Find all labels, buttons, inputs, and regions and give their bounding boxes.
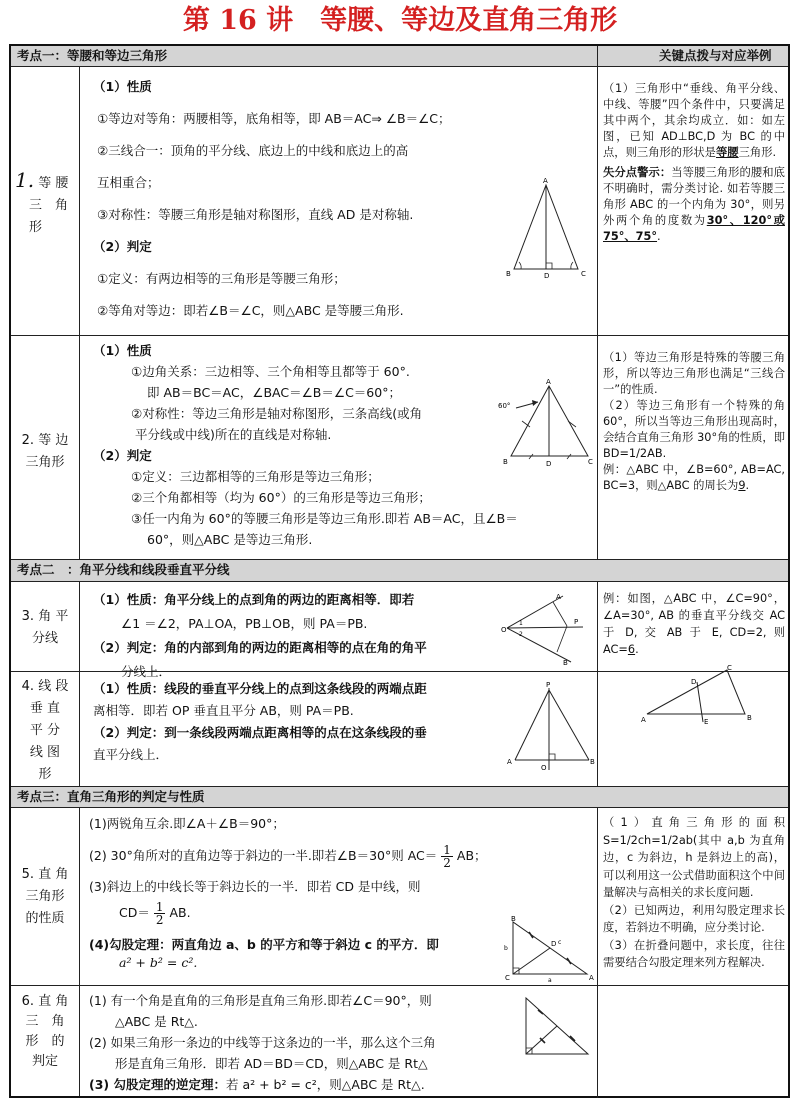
frac-num: 1	[443, 843, 451, 857]
isosceles-figure	[506, 173, 591, 283]
title-part: 三 角	[25, 1014, 65, 1029]
label-a: A	[589, 974, 594, 982]
line: 离相等．即若 OP 垂直且平分 AB，则 PA＝PB.	[93, 703, 354, 718]
line: ③任一内角为 60°的等腰三角形是等边三角形.即若 AB＝AC，且∠B＝	[131, 511, 518, 526]
label-b: B	[747, 714, 752, 722]
label-b: B	[511, 915, 516, 923]
label-c: C	[581, 270, 586, 278]
section-equilateral	[11, 336, 788, 560]
title-part: 线 图	[29, 745, 61, 760]
line: (1)两锐角互余.即∠A＋∠B＝90°；	[89, 816, 285, 831]
line: 互相重合；	[97, 175, 160, 190]
label-b: B	[503, 458, 508, 466]
line: （2）判定	[93, 239, 152, 254]
tip-answer: 6	[627, 643, 636, 656]
label-d: D	[544, 272, 550, 280]
perp-bisector-figure	[503, 680, 598, 780]
line: ③对称性：等腰三角形是轴对称图形，直线 AD 是对称轴.	[97, 207, 414, 222]
label-a: A	[546, 378, 551, 386]
line: ①边角关系：三边相等、三个角相等且都等于 60°.	[131, 364, 410, 379]
label-o: O	[541, 764, 547, 772]
label-sixty: 60°	[498, 402, 511, 410]
line: (2) 如果三角形一条边的中线等于这条边的一半，那么这个三角	[89, 1035, 436, 1050]
equilateral-figure	[496, 378, 596, 468]
title-part: 三 角	[29, 198, 69, 213]
title-part: 6. 直 角	[21, 994, 69, 1009]
header-row-k3	[11, 787, 788, 808]
label-a: A	[641, 716, 646, 724]
title-part: 等 腰	[38, 176, 69, 191]
label-b: B	[590, 758, 595, 766]
line: ①定义：有两边相等的三角形是等腰三角形；	[97, 271, 346, 286]
line: 60°，则△ABC 是等边三角形.	[147, 532, 313, 547]
title-part: 形	[29, 220, 43, 235]
frac-den: 2	[155, 913, 164, 927]
label-e: E	[704, 718, 709, 726]
page-title: 第 16 讲 等腰、等边及直角三角形	[182, 5, 618, 36]
label-p: P	[546, 681, 551, 689]
line: a² + b² = c².	[119, 955, 198, 970]
tip-text: （1）三角形中“垂线、角平分线、中线、等腰”四个条件中，只要满足其中两个，其余均成立．如：如左图，已知 AD⊥BC,D 为 BC 的中点，则三角形的形状是	[603, 82, 785, 159]
line: （2）判定：角的内部到角的两边的距离相等的点在角的角平	[93, 640, 427, 655]
label-b-side: b	[504, 945, 508, 952]
line: (2) 30°角所对的直角边等于斜边的一半.即若∠B＝30°则 AC＝	[89, 848, 438, 863]
title-part: 判定	[31, 1054, 58, 1069]
line: ∠1 ＝∠2，PA⊥OA，PB⊥OB，则 PA＝PB.	[121, 616, 368, 631]
header-k2: 考点二 ：角平分线和线段垂直平分线	[17, 562, 230, 577]
line: ①定义：三边都相等的三角形是等边三角形；	[131, 469, 380, 484]
title-part: 3. 角 平	[21, 609, 69, 624]
title-part: 三角形	[25, 889, 65, 904]
line: 直平分线上．	[93, 747, 169, 762]
tip-text: （1）等边三角形是特殊的等腰三角形，所以等边三角形也满足“三线合一”的性质.	[603, 351, 785, 396]
header-row-k1	[11, 46, 788, 67]
line: (1) 有一个角是直角的三角形是直角三角形.即若∠C＝90°，则	[89, 993, 432, 1008]
title-part: 2. 等 边	[21, 433, 69, 448]
tip-text: .	[657, 230, 661, 243]
label-o: O	[501, 626, 507, 634]
tip-text: （3）在折叠问题中，求长度，往往需要结合勾股定理来列方程解决.	[603, 938, 785, 969]
title-part: 垂 直	[29, 701, 61, 716]
tip-text: （2）已知两边，利用勾股定理求长度，若斜边不明确，应分类讨论.	[603, 903, 785, 934]
line: （2）判定	[93, 448, 152, 463]
label-c: C	[727, 664, 732, 672]
label-a-side: a	[548, 977, 552, 984]
title-part: 4. 线 段	[21, 679, 69, 694]
title-part: 分线	[31, 631, 58, 646]
tip-text: （2）等边三角形有一个特殊的角 60°，所以当等边三角形出现高时，会结合直角三角形 30°角的性质，即 BD=1/2AB.	[603, 399, 785, 460]
frac-num: 1	[155, 900, 164, 914]
label-d: D	[546, 460, 552, 468]
label-b: B	[563, 659, 568, 667]
line: （1）性质：线段的垂直平分线上的点到这条线段的两端点距	[93, 681, 427, 696]
label-c: C	[505, 974, 510, 982]
example-figure	[641, 662, 771, 732]
label-d: D	[691, 678, 697, 686]
line: （1）性质	[93, 343, 152, 358]
header-k3: 考点三：直角三角形的判定与性质	[17, 789, 205, 804]
label-c-side: c	[558, 939, 562, 946]
label-a: A	[556, 593, 561, 601]
header-row-k2	[11, 560, 788, 582]
label-two: 2	[519, 631, 523, 638]
line: △ABC 是 Rt△.	[115, 1014, 198, 1029]
line: AB.	[169, 905, 191, 920]
line: AB；	[456, 848, 487, 863]
line: 两直角边 a、b 的平方和等于斜边 c 的平方．即	[171, 937, 439, 952]
tip-warning: 失分点警示：	[603, 166, 672, 179]
line: (3)斜边上的中线长等于斜边长的一半．即若 CD 是中线，则	[89, 879, 421, 894]
section-right-triangle-criteria	[11, 986, 788, 1096]
line: （1）性质：角平分线上的点到角的两边的距离相等．即若	[93, 592, 415, 607]
header-k1: 考点一：等腰和等边三角形	[17, 48, 168, 63]
line: 若 a² + b² = c²，则△ABC 是 Rt△.	[225, 1077, 425, 1092]
label-a: A	[543, 177, 548, 185]
line: ②三线合一：顶角的平分线、底边上的中线和底边上的高	[97, 143, 409, 158]
line: CD＝	[119, 905, 150, 920]
line: 即 AB＝BC＝AC，∠BAC＝∠B＝∠C＝60°；	[147, 385, 401, 400]
title-part: 形 的	[25, 1034, 65, 1049]
line: ①等边对等角：两腰相等，底角相等，即 AB＝AC⇒ ∠B＝∠C；	[97, 111, 451, 126]
title-num: 1.	[15, 168, 35, 192]
title-part: 三角形	[25, 455, 65, 470]
frac-den: 2	[443, 856, 451, 870]
label-d: D	[551, 940, 557, 948]
tip-answer: 30°、120°或 75°、75°	[603, 214, 785, 243]
line: ②对称性：等边三角形是轴对称图形，三条高线(或角	[131, 406, 423, 421]
angle-bisector-figure	[501, 590, 596, 668]
line: (4)勾股定理：	[89, 937, 172, 952]
tip-text: 例：△ABC 中，∠B=60°, AB=AC, BC=3，则△ABC 的周长为	[603, 463, 785, 492]
right-triangle-figure-2	[516, 992, 596, 1062]
tip-text: 当等腰三角形的腰和底不明确时，需分类讨论. 如若等腰三角形 ABC 的一个内角为 30°，则另外两个角的度数为	[603, 166, 785, 227]
line: （2）判定：到一条线段两端点距离相等的点在这条线段的垂	[93, 725, 427, 740]
tip-answer: 等腰	[715, 146, 739, 159]
line: 形是直角三角形．即若 AD＝BD＝CD，则△ABC 是 Rt△	[115, 1056, 428, 1071]
line: 分线上．	[121, 664, 172, 679]
knowledge-table	[9, 44, 790, 1098]
line: （1）性质	[93, 79, 152, 94]
label-one: 1	[519, 620, 523, 627]
line: 平分线或中线)所在的直线是对称轴.	[135, 427, 332, 442]
title-part: 5. 直 角	[21, 867, 69, 882]
line: ②等角对等边：即若∠B＝∠C，则△ABC 是等腰三角形.	[97, 303, 404, 318]
tip-text: 三角形.	[738, 146, 777, 159]
tip-text: .	[635, 643, 639, 656]
tip-text: .	[745, 479, 750, 492]
label-b: B	[506, 270, 511, 278]
title-part: 平 分	[29, 723, 61, 738]
label-a: A	[507, 758, 512, 766]
tip-text: （1）直角三角形的面积 S=1/2ch=1/2ab(其中 a,b 为直角边，c 为斜边，h 是斜边上的高)，可以利用这一公式借助面积这个中间量解决与高相关的求长度问题.	[603, 816, 785, 899]
section-isosceles	[11, 67, 788, 336]
label-c: C	[588, 458, 593, 466]
tip-text: 例：如图，△ABC 中，∠C=90°，∠A=30°, AB 的垂直平分线交 AC 于 D, 交 AB 于 E, CD=2, 则 AC=	[603, 592, 785, 656]
line: ②三个角都相等（均为 60°）的三角形是等边三角形；	[131, 490, 431, 505]
line: (3) 勾股定理的逆定理：	[89, 1077, 226, 1092]
header-tips: 关键点拨与对应举例	[659, 48, 772, 63]
title-part: 形	[38, 767, 52, 782]
tip-answer: 9	[738, 479, 746, 492]
right-triangle-figure	[501, 914, 596, 986]
label-p: P	[574, 618, 579, 626]
title-part: 的性质	[25, 911, 65, 926]
